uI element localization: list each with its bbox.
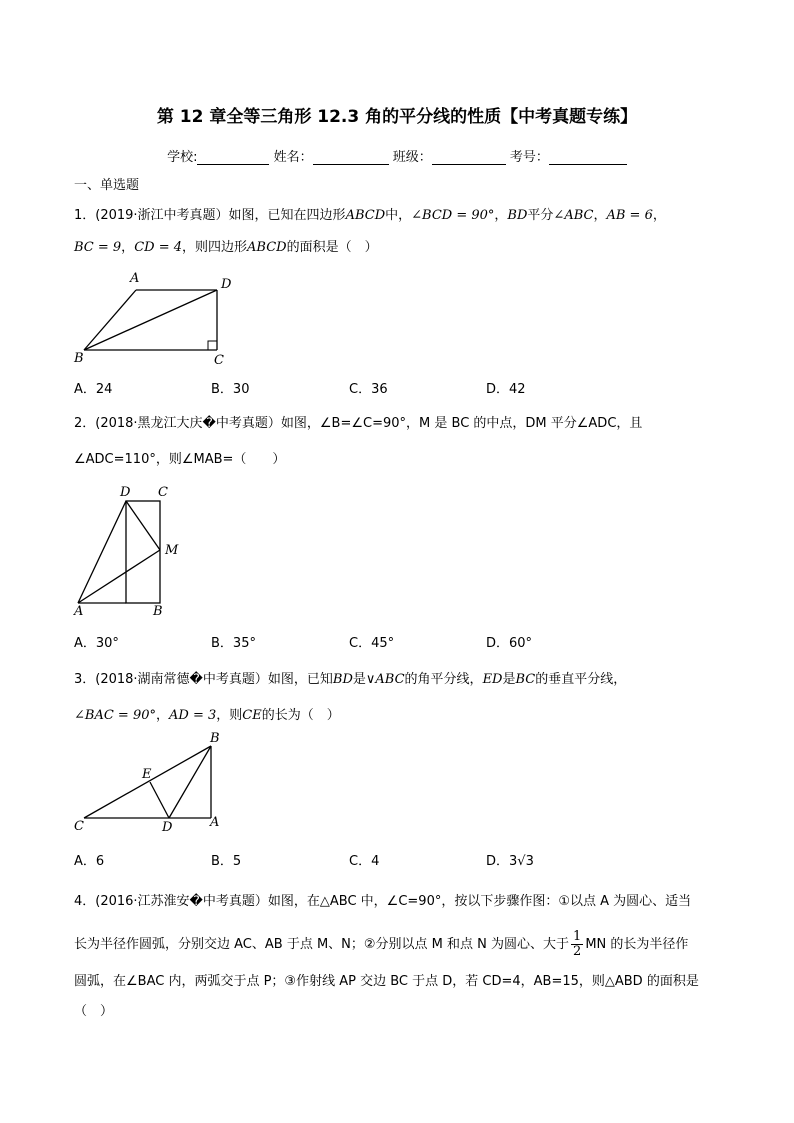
q3-option-c[interactable]: C．4 [349,854,380,869]
question-1-line-2: BC = 9，CD = 4，则四边形ABCD的面积是（ ） [74,240,378,255]
question-4-line-1: 4．(2016·江苏淮安�中考真题）如图，在△ABC 中，∠C=90°，按以下步骤作图：①以点 A 为圆心、适当 [74,894,692,909]
segment-dm [126,501,160,550]
name-blank[interactable] [313,150,389,165]
q2-option-a[interactable]: A．30° [74,636,119,651]
school-label: 学校: [167,150,198,165]
right-angle-mark [208,341,217,350]
question-4-line-3: 圆弧，在∠BAC 内，两弧交于点 P；③作射线 AP 交边 BC 于点 D，若 CD=4，AB=15，则△ABD 的面积是 [74,974,699,989]
q2-option-c[interactable]: C．45° [349,636,395,651]
label-a: A [130,271,140,286]
label-e: E [142,767,152,782]
q1-option-c[interactable]: C．36 [349,382,388,397]
question-3-figure [70,728,240,836]
label-b: B [153,604,163,619]
exam-no-blank[interactable] [549,150,627,165]
q3-option-a[interactable]: A．6 [74,854,105,869]
label-m: M [165,543,179,558]
q3-option-d[interactable]: D．3√3 [486,854,534,869]
question-4-line-2: 长为半径作圆弧，分别交边 AC、AB 于点 M、N；②分别以点 M 和点 N 为圆心、大于 $\frac{1}{2}$ MN 的长为半径作 [74,929,689,959]
segment-ed [150,782,169,818]
page-title: 第 12 章全等三角形 12.3 角的平分线的性质【中考真题专练】 [156,107,638,127]
label-c: C [158,485,168,500]
class-label: 班级： [392,150,432,165]
segment-bd [84,290,217,350]
q2-option-b[interactable]: B．35° [211,636,256,651]
question-2-line-2: ∠ADC=110°，则∠MAB=（ ） [74,452,286,467]
label-c: C [74,819,84,834]
segment-cb [84,746,211,818]
label-d: D [162,820,173,835]
question-3-line-2: ∠BAC = 90°，AD = 3，则CE的长为（ ） [74,708,340,723]
fraction-one-half: $\frac{1}{2}$ [573,929,582,959]
section-heading: 一、单选题 [74,178,140,193]
exam-no-label: 考号： [509,150,549,165]
question-3-line-1: 3．(2018·湖南常德�中考真题）如图，已知BD是∨ABC的角平分线，ED是BC的垂直平分线， [74,672,627,687]
label-d: D [120,485,131,500]
q1-option-a[interactable]: A．24 [74,382,113,397]
student-info-line [0,146,794,165]
q1-option-d[interactable]: D．42 [486,382,526,397]
question-1-line-1: 1．(2019·浙江中考真题）如图，已知在四边形ABCD中，∠BCD = 90°，BD平分∠ABC，AB = 6， [74,208,666,223]
rect-dcba-right [126,501,160,603]
q2-option-d[interactable]: D．60° [486,636,533,651]
question-1-figure [70,268,250,368]
label-b: B [74,351,84,366]
segment-ba [84,290,136,350]
label-b: B [210,731,220,746]
label-a: A [210,815,220,830]
school-blank[interactable] [197,150,269,165]
label-d: D [221,277,232,292]
name-label: 姓名： [273,150,313,165]
label-c: C [214,353,224,368]
label-a: A [74,604,84,619]
question-2-line-1: 2．(2018·黑龙江大庆�中考真题）如图，∠B=∠C=90°，M 是 BC 的中点，DM 平分∠ADC，且 [74,416,643,431]
question-4-line-4: （ ） [74,1004,114,1019]
class-blank[interactable] [432,150,506,165]
segment-bd [169,746,211,818]
q3-option-b[interactable]: B．5 [211,854,242,869]
q1-option-b[interactable]: B．30 [211,382,250,397]
question-2-figure [70,482,190,622]
